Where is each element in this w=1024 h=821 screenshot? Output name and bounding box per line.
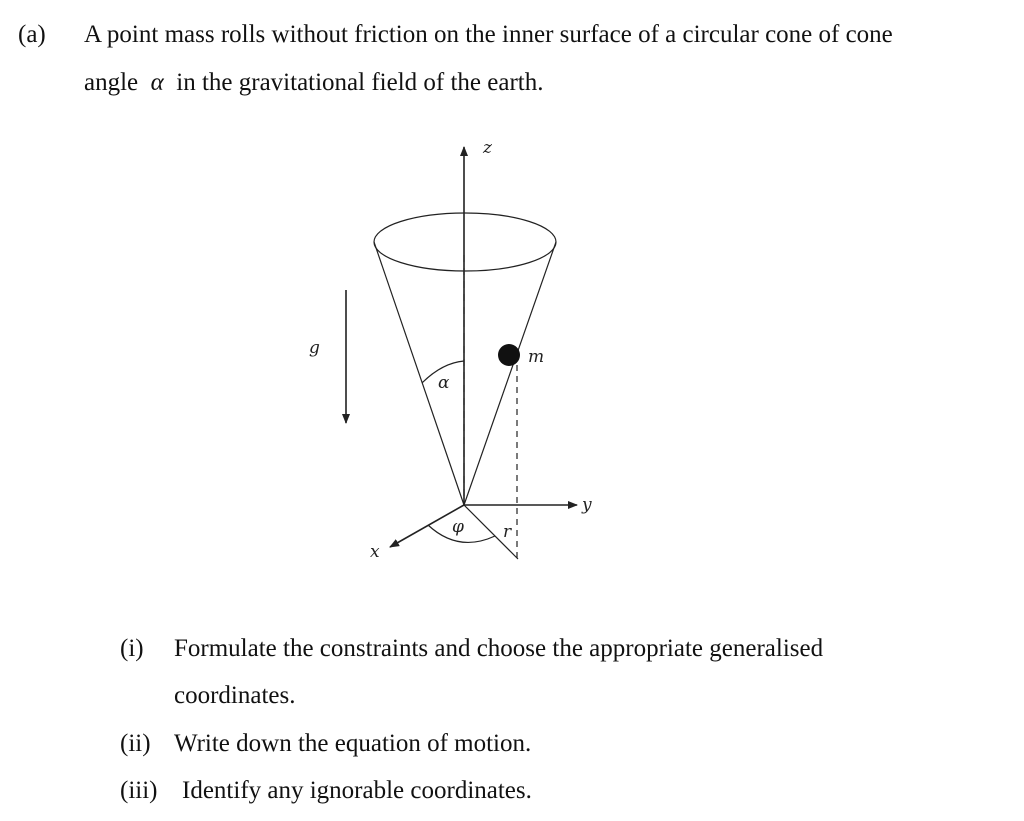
cone-side-left (374, 242, 464, 505)
cone-diagram (290, 125, 630, 595)
m-label: m (528, 347, 545, 367)
subquestion-2-number: (ii) (120, 730, 151, 757)
alpha-symbol: α (150, 69, 164, 96)
alpha-label: α (438, 373, 450, 393)
z-label: z (483, 138, 492, 158)
line2-suffix: in the gravitational field of the earth. (176, 69, 544, 96)
g-label: g (309, 338, 320, 358)
point-mass (498, 344, 520, 366)
cone-side-right (464, 242, 556, 505)
part-label: (a) (18, 21, 46, 48)
cone-rim (374, 213, 556, 271)
subquestion-3-text: Identify any ignorable coordinates. (182, 777, 532, 804)
problem-statement-line-1: A point mass rolls without friction on the inner surface of a circular cone of cone (84, 21, 893, 48)
line2-prefix: angle (84, 69, 139, 96)
y-label: y (582, 495, 592, 515)
phi-label: φ (452, 517, 464, 537)
r-label: r (503, 522, 512, 542)
problem-statement-line-2 (84, 68, 544, 98)
x-label: x (370, 542, 380, 562)
subquestion-1-number: (i) (120, 635, 144, 662)
subquestion-3-number: (iii) (120, 777, 158, 804)
subquestion-1-text-line-2: coordinates. (174, 682, 296, 709)
subquestion-1-text-line-1: Formulate the constraints and choose the appropriate generalised (174, 635, 824, 662)
subquestion-2-text: Write down the equation of motion. (174, 730, 532, 757)
